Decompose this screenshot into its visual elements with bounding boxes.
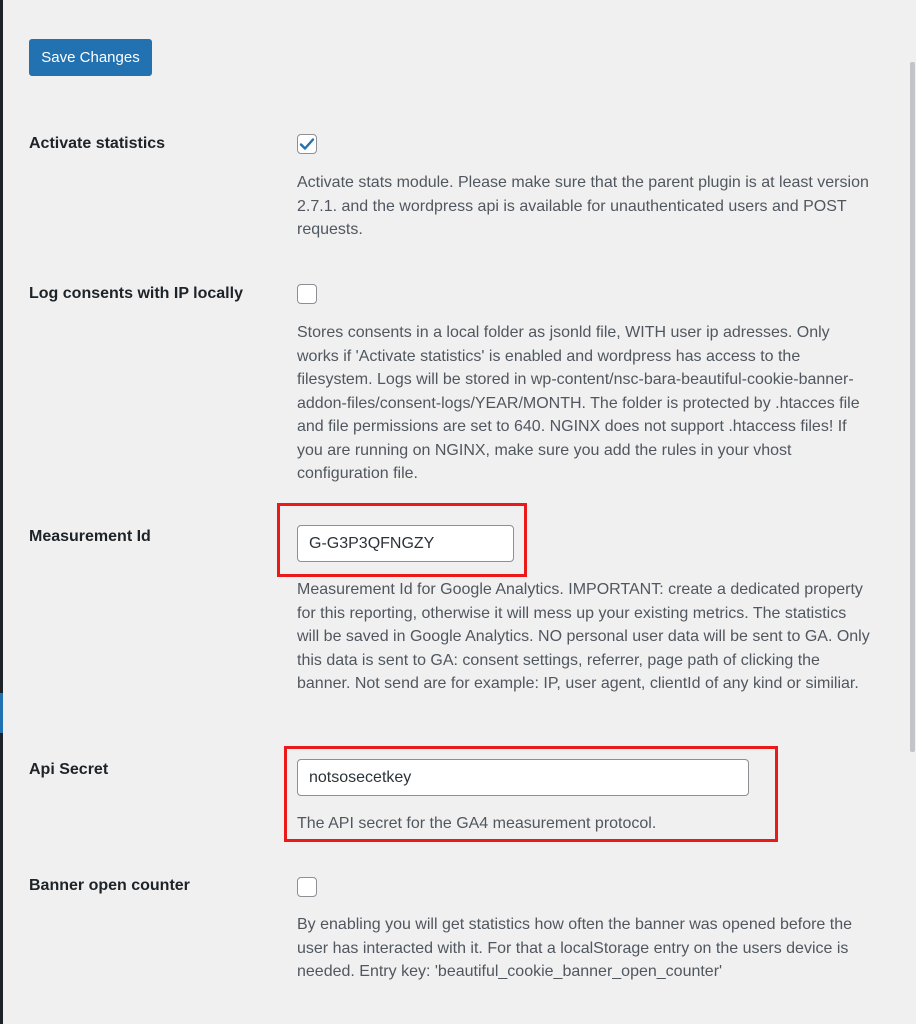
activate-statistics-label: Activate statistics <box>29 135 166 152</box>
checkmark-icon <box>299 137 315 151</box>
save-changes-button[interactable]: Save Changes <box>29 39 152 76</box>
api-secret-label: Api Secret <box>29 761 109 778</box>
log-consents-label: Log consents with IP locally <box>29 285 243 302</box>
api-secret-description: The API secret for the GA4 measurement protocol. <box>297 815 657 832</box>
banner-open-counter-label: Banner open counter <box>29 877 190 894</box>
admin-menu-active-marker <box>0 693 3 733</box>
activate-statistics-description: Activate stats module. Please make sure that the parent plugin is at least version 2.7.1. and the wordpress api is available for unauthenticated users and POST requests. <box>297 174 869 238</box>
api-secret-input[interactable] <box>297 759 749 796</box>
log-consents-checkbox[interactable] <box>297 284 317 304</box>
measurement-id-input[interactable] <box>297 525 514 562</box>
banner-open-counter-checkbox[interactable] <box>297 877 317 897</box>
log-consents-description: Stores consents in a local folder as jsonld file, WITH user ip adresses. Only works if 'Activate statistics' is enabled and wordpress has access to the filesystem. Logs will be stored in wp-content/nsc-bara-beautiful-cookie-banner-addon-files/consent-logs/YEAR/MONTH. The folder is protected by .htacces file and file permissions are set to 640. NGINX does not support .htaccess files! If you are running on NGINX, make sure you add the rules in your vhost configuration file. <box>297 324 860 482</box>
measurement-id-description: Measurement Id for Google Analytics. IMPORTANT: create a dedicated property for this reporting, otherwise it will mess up your existing metrics. The statistics will be saved in Google Analytics. NO personal user data will be sent to GA. Only this data is sent to GA: consent settings, referrer, page path of clicking the banner. Not send are for example: IP, user agent, clientId of any kind or similiar. <box>297 581 870 692</box>
scrollbar[interactable] <box>908 0 916 1024</box>
admin-menu-edge <box>0 0 3 1024</box>
measurement-id-label: Measurement Id <box>29 528 151 545</box>
activate-statistics-checkbox[interactable] <box>297 134 317 154</box>
banner-open-counter-description: By enabling you will get statistics how often the banner was opened before the user has interacted with it. For that a localStorage entry on the users device is needed. Entry key: 'beautiful_cookie_banner_open_counter' <box>297 916 853 980</box>
scrollbar-thumb[interactable] <box>910 62 915 752</box>
